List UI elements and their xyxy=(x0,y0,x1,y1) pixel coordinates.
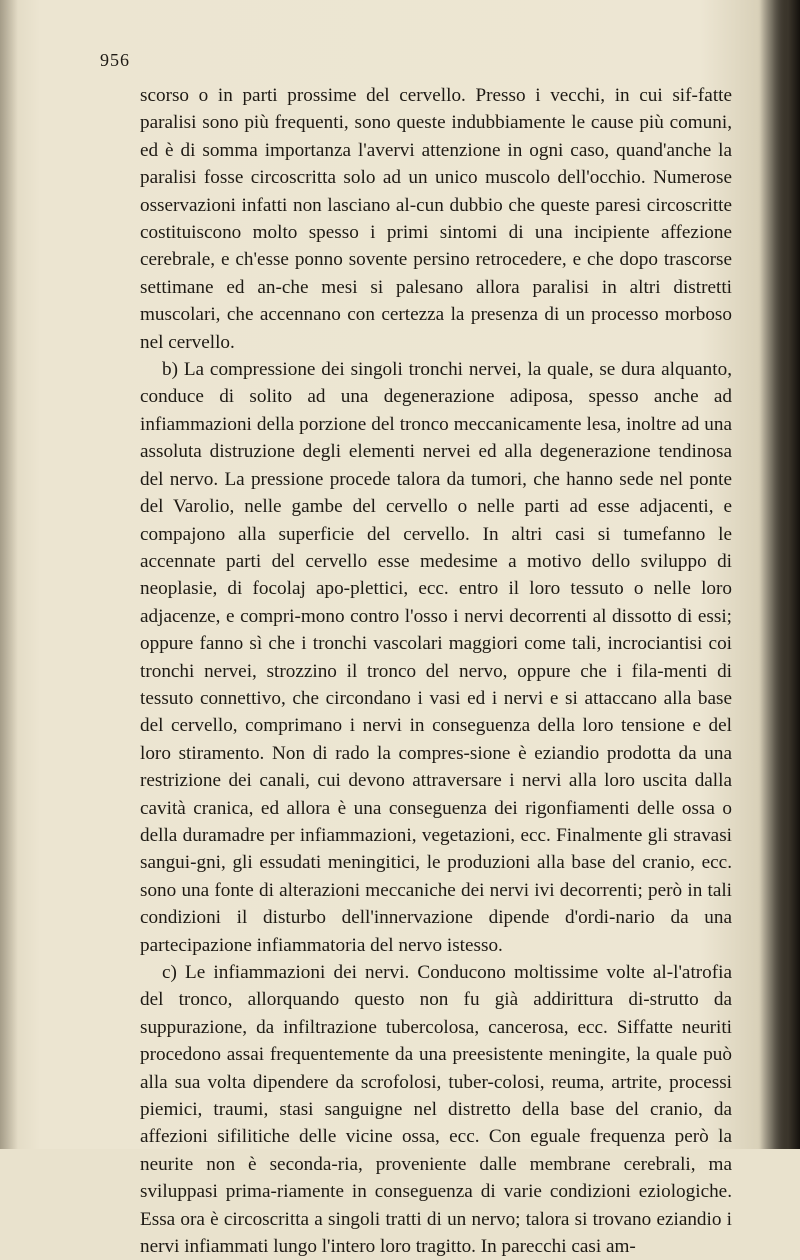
paragraph-infiammazioni: c) Le infiammazioni dei nervi. Conducono moltissime volte al-l'atrofia del tronco, allorquando questo non fu già addirittura di-strutto da suppurazione, da infiltrazione tubercolosa, cancerosa, ecc. Siffatte neuriti procedono assai frequentemente da una preesistente meningite, la quale può alla sua volta dipendere da scrofolosi, tuber-colosi, reuma, artrite, processi piemici, traumi, stasi sanguigne nel distretto della base del cranio, da affezioni sifilitiche delle vicine ossa, ecc. Con eguale frequenza però la neurite non è seconda-ria, proveniente dalle membrane cerebrali, ma sviluppasi prima-riamente in conseguenza di varie condizioni eziologiche. Essa ora è circoscritta a singoli tratti di un nervo; talora si trovano eziandio i nervi infiammati lungo l'intero loro tragitto. In parecchi casi am- xyxy=(140,962,732,1258)
paragraph-compressione: b) La compressione dei singoli tronchi nervei, la quale, se dura alquanto, conduce di solito ad una degenerazione adiposa, spesso anche ad infiammazioni della porzione del tronco meccanicamente lesa, inoltre ad una assoluta distruzione degli elementi nervei ed alla degenerazione tendinosa del nervo. La pressione procede talora da tumori, che hanno sede nel ponte del Varolio, nelle gambe del cervello o nelle parti ad esse adjacenti, e compajono alla superficie del cervello. In altri casi si tumefanno le accennate parti del cervello esse medesime a motivo dello sviluppo di neoplasie, di focolaj apo-plettici, ecc. entro il loro tessuto o nelle loro adjacenze, e compri-mono contro l'osso i nervi decorrenti al dissotto di essi; oppure fanno sì che i tronchi vascolari maggiori come tali, incrociantisi coi tronchi nervei, strozzino il tronco del nervo, oppure che i fila-menti di tessuto connettivo, che circondano i vasi ed i nervi e si attaccano alla base del cervello, comprimano i nervi in conseguenza della loro tensione e del loro stiramento. Non di rado la compres-sione è eziandio prodotta da una restrizione dei canali, cui devono attraversare i nervi alla loro uscita dalla cavità cranica, ed allora è una conseguenza dei rigonfiamenti delle ossa o della duramadre per infiammazioni, vegetazioni, ecc. Finalmente gli stravasi sangui-gni, gli essudati meningitici, le produzioni alla base del cranio, ecc. sono una fonte di alterazioni meccaniche dei nervi ivi decorrenti; però in tali condizioni il disturbo dell'innervazione dipende d'ordi-nario da una partecipazione infiammatoria del nervo istesso. xyxy=(140,359,732,956)
body-text xyxy=(140,82,732,1260)
book-binding-edge xyxy=(758,0,800,1149)
page-gutter-shadow xyxy=(0,0,18,1149)
paragraph-continuation: scorso o in parti prossime del cervello. Presso i vecchi, in cui sif-fatte paralisi sono più frequenti, sono queste indubbiamente le cause più comuni, ed è di somma importanza l'avervi attenzione in ogni caso, quand'anche la paralisi fosse circoscritta solo ad un unico muscolo dell'occhio. Numerose osservazioni infatti non lasciano al-cun dubbio che queste paresi circoscritte costituiscono molto spesso i primi sintomi di una incipiente affezione cerebrale, e ch'esse ponno sovente persino retrocedere, e che dopo trascorse settimane ed an-che mesi si palesano allora paralisi in altri distretti muscolari, che accennano con certezza la presenza di un processo morboso nel cervello. xyxy=(140,85,732,353)
page-number: 956 xyxy=(100,50,130,70)
